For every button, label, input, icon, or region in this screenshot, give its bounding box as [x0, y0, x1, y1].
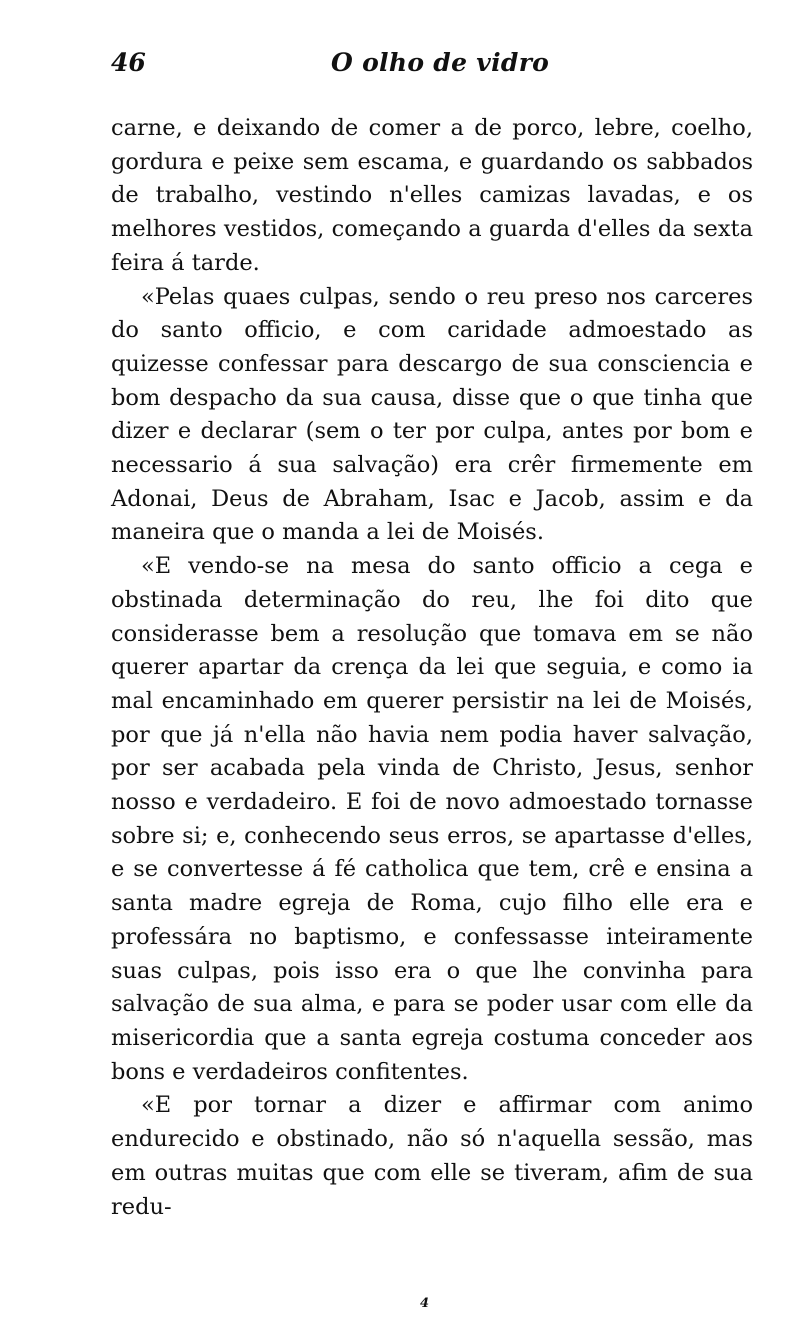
text-body	[111, 112, 753, 1224]
signature-mark: 4	[420, 1296, 430, 1311]
book-page	[111, 48, 753, 1224]
paragraph-culpas: «Pelas quaes culpas, sendo o reu preso nos carceres do santo officio, e com caridade admoestado as quizesse confessar para descargo de sua consciencia e bom despacho da sua causa, disse que o que tinha que dizer e declarar (sem o ter por culpa, antes por bom e necessario á sua salvação) era crêr firmemente em Adonai, Deus de Abraham, Isac e Jacob, assim e da maneira que o manda a lei de Moisés.	[111, 283, 753, 546]
running-head	[111, 48, 753, 78]
paragraph-admoestacao: «E vendo-se na mesa do santo officio a cega e obstinada determinação do reu, lhe foi dito que considerasse bem a resolução que tomava em se não querer apartar da crença da lei que seguia, e como ia mal encaminhado em querer persistir na lei de Moisés, por que já n'ella não havia nem podia haver salvação, por ser acabada pela vinda de Christo, Jesus, senhor nosso e verdadeiro. E foi de novo admoestado tornasse sobre si; e, conhecendo seus erros, se apartasse d'elles, e se convertesse á fé catholica que tem, crê e ensina a santa madre egreja de Roma, cujo filho elle era e professára no baptismo, e confessasse inteiramente suas culpas, pois isso era o que lhe convinha para salvação de sua alma, e para se poder usar com elle da misericordia que a santa egreja costuma conceder aos bons e verdadeiros confitentes.	[111, 553, 753, 1085]
running-title: O olho de vidro	[331, 48, 550, 77]
paragraph-obstinacao: «E por tornar a dizer e affirmar com animo endurecido e obstinado, não só n'aquella sessão, mas em outras muitas que com elle se tiveram, afim de sua redu-	[111, 1092, 753, 1220]
paragraph-continuation: carne, e deixando de comer a de porco, lebre, coelho, gordura e peixe sem escama, e guardando os sabbados de trabalho, vestindo n'elles camizas lavadas, e os melhores vestidos, começando a guarda d'elles da sexta feira á tarde.	[111, 115, 753, 276]
page-number: 46	[111, 48, 146, 77]
